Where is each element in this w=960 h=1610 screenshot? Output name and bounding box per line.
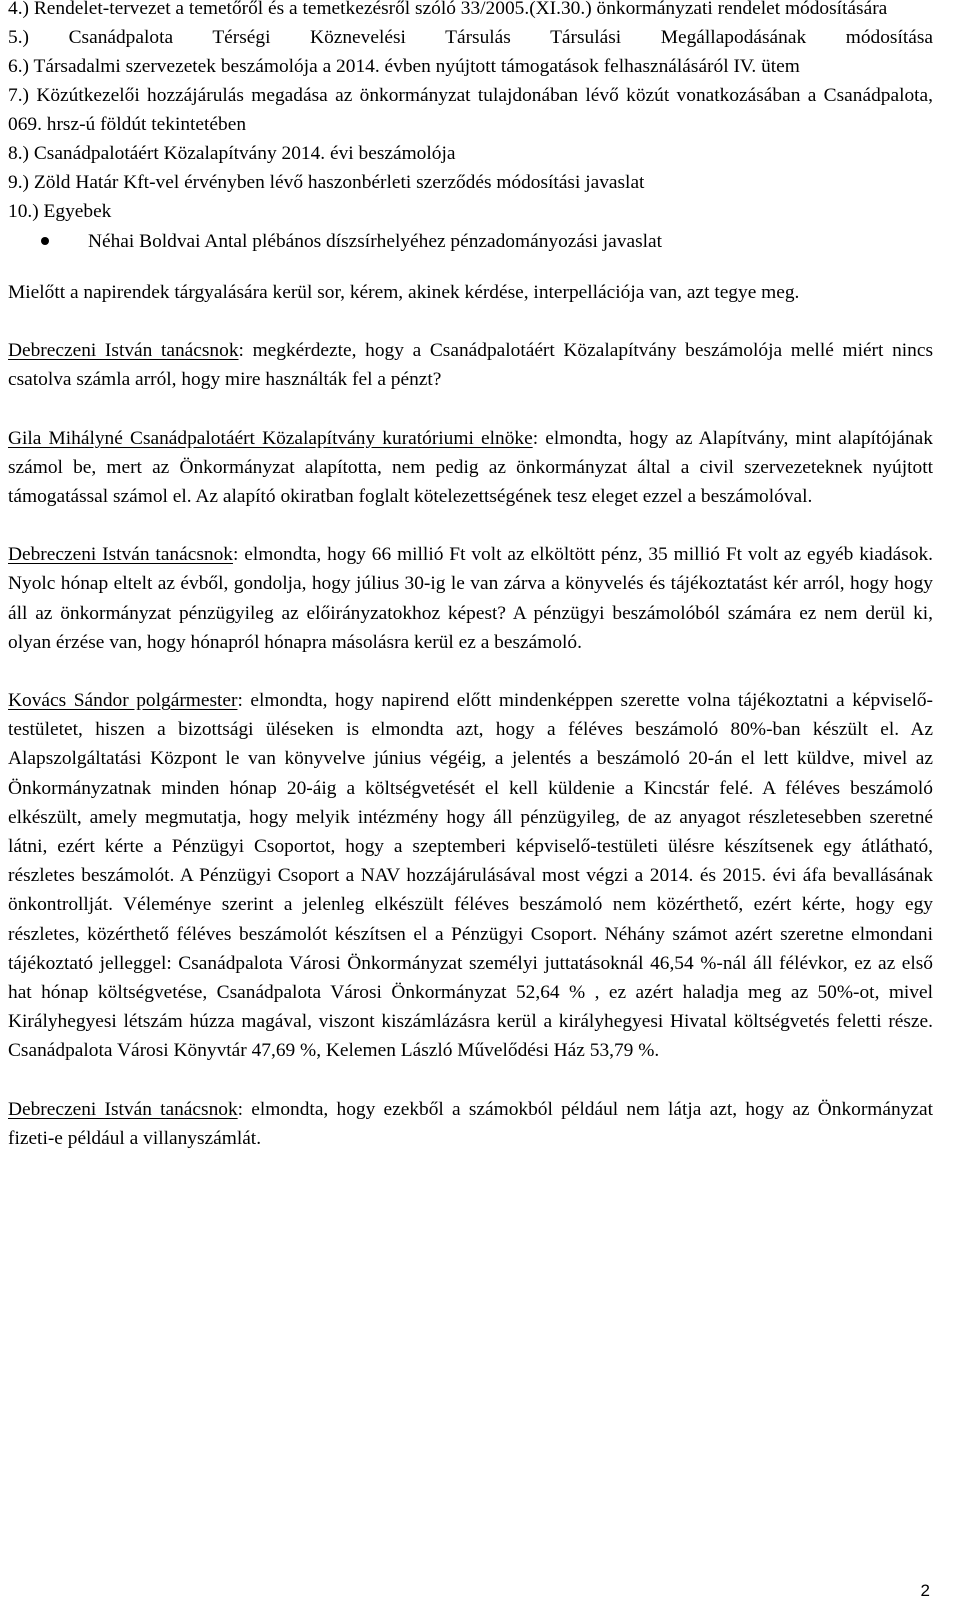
speaker-name: Debreczeni István tanácsnok: [8, 1098, 238, 1120]
speaker-name: Debreczeni István tanácsnok: [8, 340, 239, 362]
speech-paragraph: [8, 686, 933, 1066]
speech-text: : elmondta, hogy az Alapítvány, mint alapítójának számol be, mert az Önkormányzat alapította, nem pedig az önkormányzat által a civil szervezeteknek nyújtott támogatással számol el. Az alapító okiratban foglalt kötelezettségének tesz eleget ezzel a beszámolóval.: [8, 427, 933, 508]
speech-paragraph: [8, 336, 933, 394]
document-content: [8, 0, 933, 1153]
bullet-icon: [41, 237, 49, 245]
agenda-item: 7.) Közútkezelői hozzájárulás megadása az önkormányzat tulajdonában lévő közút vonatkozásában a Csanádpalota, 069. hrsz-ú földút tekintetében: [8, 85, 933, 135]
agenda-item: 5.) Csanádpalota Térségi Köznevelési Társulás Társulási Megállapodásának módosítása: [8, 27, 933, 48]
speech-text: : elmondta, hogy napirend előtt mindenképpen szerette volna tájékoztatni a képviselő-testületet, hiszen a bizottsági üléseken is elmondta azt, hogy a féléves beszámoló 80%-ban készült el. Az Alapszolgáltatási Központ le van könyvelve június végéig, a jelentés a beszámoló 20-án el lett küldve, mivel az Önkormányzatnak minden hónap 20-áig a költségvetését el kell küldenie a Kincstár felé. A féléves beszámoló elkészült, amely megmutatja, hogy melyik intézmény hogy áll pénzügyileg, de az anyagot részletesebben szeretné látni, ezért kérte a Pénzügyi Csoportot, hogy a szeptemberi képviselő-testületi ülésre készítsenek egy átlátható, részletes beszámolót. A Pénzügyi Csoport a NAV hozzájárulásával most végzi a 2014. és 2015. évi áfa bevallásának önkontrollját. Véleménye szerint a jelenleg elkészült féléves beszámoló nem közérthető, ezért kérte, hogy egy részletes, közérthető féléves beszámolót készítsen el a Pénzügyi Csoport. Néhány számot azért szeretne elmondani tájékoztató jelleggel: Csanádpalota Városi Önkormányzat személyi juttatásoknál 46,54 %-nál áll félévkor, ez az első hat hónap költségvetése, Csanádpalota Városi Önkormányzat 52,64 % , ez azért haladja meg az 50%-ot, mivel Királyhegyesi létszám húzza magával, viszont kiszámlázásra kerül a királyhegyesi Hivatal költségvetés feletti része. Csanádpalota Városi Könyvtár 47,69 %, Kelemen László Művelődési Ház 53,79 %.: [8, 690, 933, 1062]
speaker-name: Kovács Sándor polgármester: [8, 690, 238, 712]
speech-text: : elmondta, hogy 66 millió Ft volt az elköltött pénz, 35 millió Ft volt az egyéb kiadások. Nyolc hónap eltelt az évből, gondolja, hogy július 30-ig le van zárva a könyvelés és tájékoztatást kér arról, hogy hogy áll az önkormányzat pénzügyileg az előirányzatokhoz képest? A pénzügyi beszámolóból számára ez nem derül ki, olyan érzése van, hogy hónapról hónapra másolásra kerül ez a beszámoló.: [8, 544, 933, 653]
speech-text: : megkérdezte, hogy a Csanádpalotáért Közalapítvány beszámolója mellé miért nincs csatolva számla arról, hogy mire használták fel a pénzt?: [8, 340, 933, 391]
agenda-list: [8, 0, 933, 226]
intro-paragraph: Mielőtt a napirendek tárgyalására kerül sor, kérem, akinek kérdése, interpellációja van, azt tegye meg.: [8, 282, 800, 303]
agenda-item: 9.) Zöld Határ Kft-vel érvényben lévő haszonbérleti szerződés módosítási javaslat: [8, 172, 645, 193]
agenda-subitem-text: Néhai Boldvai Antal plébános díszsírhelyéhez pénzadományozási javaslat: [88, 231, 662, 252]
speech-paragraph: [8, 540, 933, 657]
agenda-item: 6.) Társadalmi szervezetek beszámolója a 2014. évben nyújtott támogatások felhasználásáról IV. ütem: [8, 56, 800, 77]
speech-text: : elmondta, hogy ezekből a számokból például nem látja azt, hogy az Önkormányzat fizeti-e például a villanyszámlát.: [8, 1098, 933, 1149]
page-number: 2: [920, 1581, 930, 1600]
speaker-name: Debreczeni István tanácsnok: [8, 544, 233, 566]
agenda-item: 4.) Rendelet-tervezet a temetőről és a temetkezésről szóló 33/2005.(XI.30.) önkormányzati rendelet módosítására: [8, 0, 888, 19]
agenda-item: 10.) Egyebek: [8, 201, 112, 222]
speech-paragraph: [8, 424, 933, 512]
speaker-name: Gila Mihályné Csanádpalotáért Közalapítvány kuratóriumi elnöke: [8, 427, 533, 449]
agenda-subitem: [8, 227, 933, 256]
agenda-item: 8.) Csanádpalotáért Közalapítvány 2014. évi beszámolója: [8, 143, 456, 164]
speech-paragraph: [8, 1095, 933, 1153]
